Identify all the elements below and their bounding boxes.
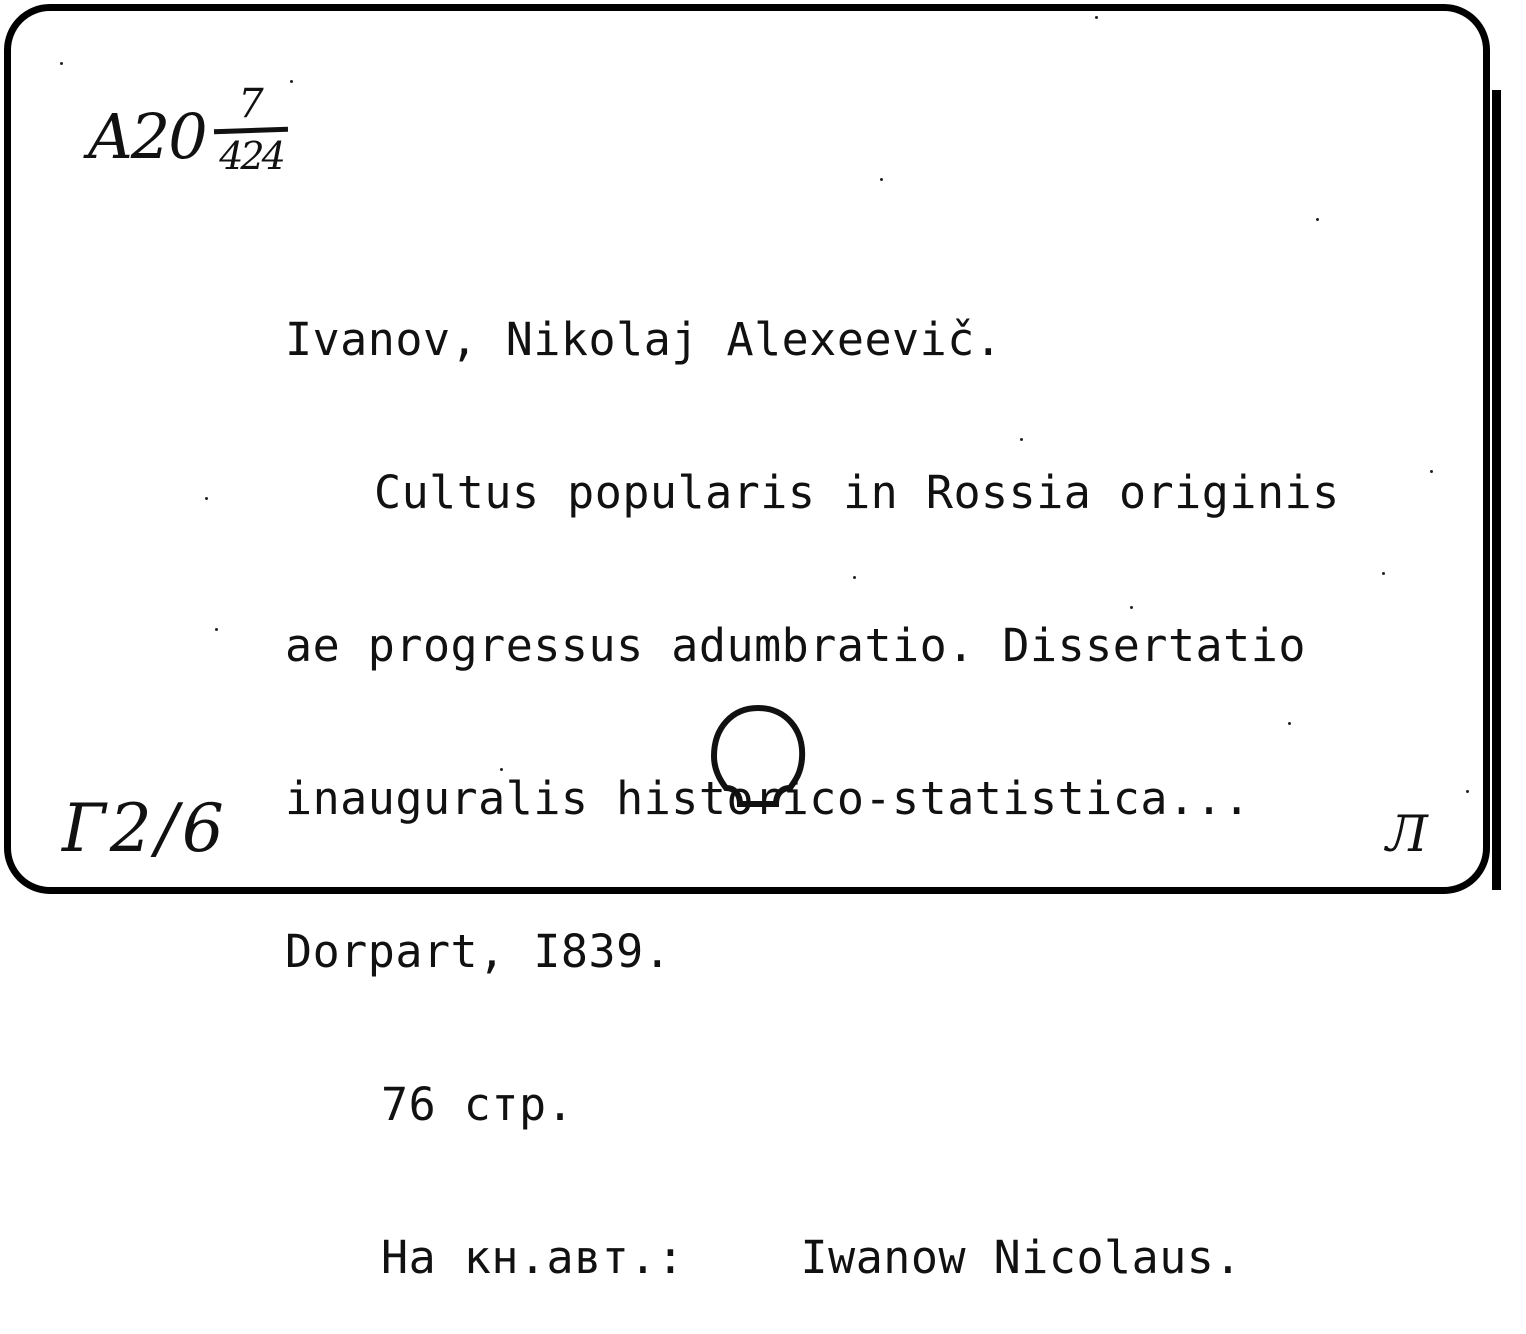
entry-title-line-1: Cultus popularis in Rossia originis (374, 466, 1340, 519)
scan-speck (1095, 16, 1098, 19)
scan-speck (880, 178, 883, 181)
entry-heading: Ivanov, Nikolaj Alexeevič. (285, 313, 1003, 366)
scan-speck (1430, 470, 1433, 473)
scan-speck (60, 62, 63, 65)
entry-imprint: Dorpart, I839. (285, 925, 672, 978)
scan-speck (1382, 572, 1385, 575)
scan-speck (1466, 790, 1469, 793)
shelfmark-fraction (210, 82, 292, 177)
handwritten-bottom-right: Л (1386, 805, 1428, 863)
punch-hole (706, 700, 810, 820)
entry-title-line-2: ae progressus adumbratio. Dissertatio (285, 619, 1306, 672)
author-note-value: Iwanow Nicolaus. (800, 1231, 1242, 1284)
shelfmark-numerator: 7 (238, 81, 264, 127)
entry-author-note (285, 1232, 1340, 1283)
scan-speck (215, 628, 218, 631)
handwritten-bottom-left: Г2/6 (62, 790, 228, 867)
card-edge-shadow (1492, 90, 1501, 890)
shelfmark-main: A20 (88, 100, 206, 173)
catalog-entry (285, 212, 1340, 1334)
entry-pagination: 76 стр. (381, 1078, 575, 1131)
scan-speck (205, 497, 208, 500)
shelfmark-denominator: 424 (219, 134, 283, 178)
entry-title-line-3: inauguralis historico-statistica... (285, 772, 1251, 825)
author-note-label: На кн.авт.: (381, 1231, 685, 1284)
